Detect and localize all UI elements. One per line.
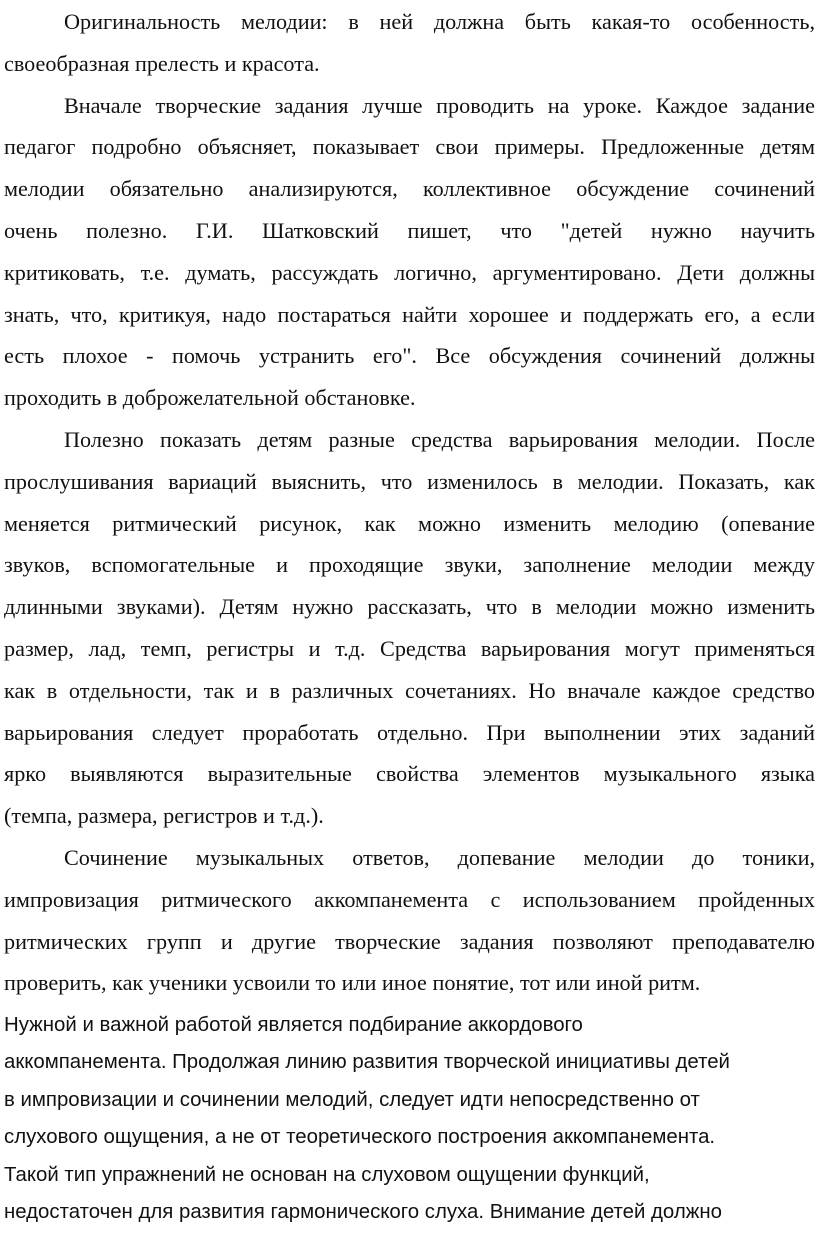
text-line: проверить, как ученики усвоили то или иное понятие, тот или иной ритм. [4, 970, 701, 996]
text-line: своеобразная прелесть и красота. [4, 50, 320, 76]
text-line: ритмических групп и другие творческие задания позволяют преподавателю [4, 928, 815, 954]
text-line: импровизация ритмического аккомпанемента с использованием пройденных [4, 886, 815, 912]
text-line: есть плохое - помочь устранить его". Все обсуждения сочинений должны [4, 343, 815, 369]
text-line: очень полезно. Г.И. Шатковский пишет, что "детей нужно научить [4, 217, 815, 243]
text-line: Оригинальность мелодии: в ней должна быть какая-то особенность, [64, 9, 815, 34]
text-line: прослушивания вариаций выяснить, что изменилось в мелодии. Показать, как [4, 468, 815, 494]
text-line: Полезно показать детям разные средства варьирования мелодии. После [64, 426, 815, 452]
text-line: звуков, вспомогательные и проходящие звуки, заполнение мелодии между [4, 552, 815, 578]
text-line: длинными звуками). Детям нужно рассказать, что в мелодии можно изменить [4, 594, 815, 620]
text-line: ярко выявляются выразительные свойства элементов музыкального языка [4, 761, 815, 787]
text-line: педагог подробно объясняет, показывает свои примеры. Предложенные детям [4, 134, 815, 160]
text-line: Сочинение музыкальных ответов, допевание мелодии до тоники, [64, 844, 815, 870]
text-line: знать, что, критикуя, надо постараться найти хорошее и поддержать его, а если [4, 301, 815, 327]
paragraph-originality [4, 1, 815, 85]
sans-text-block [4, 1007, 815, 1231]
paragraph-variation-means [4, 419, 815, 837]
text-line: (темпа, размера, регистров и т.д.). [4, 803, 324, 829]
text-line: в импровизации и сочинении мелодий, следует идти непосредственно от [4, 1088, 700, 1111]
text-line: меняется ритмический рисунок, как можно изменить мелодию (опевание [4, 510, 815, 536]
paragraph-creative-tasks [4, 85, 815, 419]
text-line: критиковать, т.е. думать, рассуждать логично, аргументировано. Дети должны [4, 259, 815, 285]
paragraph-accompaniment [4, 1007, 815, 1231]
paragraph-composition [4, 837, 815, 1004]
serif-text-block [4, 1, 815, 1004]
text-line: варьирования следует проработать отдельно. При выполнении этих заданий [4, 719, 815, 745]
text-line: как в отдельности, так и в различных сочетаниях. Но вначале каждое средство [4, 677, 815, 703]
text-line: слухового ощущения, а не от теоретического построения аккомпанемента. [4, 1126, 716, 1149]
text-line: Такой тип упражнений не основан на слуховом ощущении функций, [4, 1163, 650, 1186]
text-line: Нужной и важной работой является подбирание аккордового [4, 1014, 583, 1036]
text-line: недостаточен для развития гармонического слуха. Внимание детей должно [4, 1200, 722, 1223]
text-line: мелодии обязательно анализируются, коллективное обсуждение сочинений [4, 176, 815, 202]
text-line: Вначале творческие задания лучше проводить на уроке. Каждое задание [64, 92, 815, 118]
text-line: аккомпанемента. Продолжая линию развития творческой инициативы детей [4, 1051, 730, 1074]
text-line: размер, лад, темп, регистры и т.д. Средства варьирования могут применяться [4, 635, 815, 661]
text-line: проходить в доброжелательной обстановке. [4, 385, 416, 411]
